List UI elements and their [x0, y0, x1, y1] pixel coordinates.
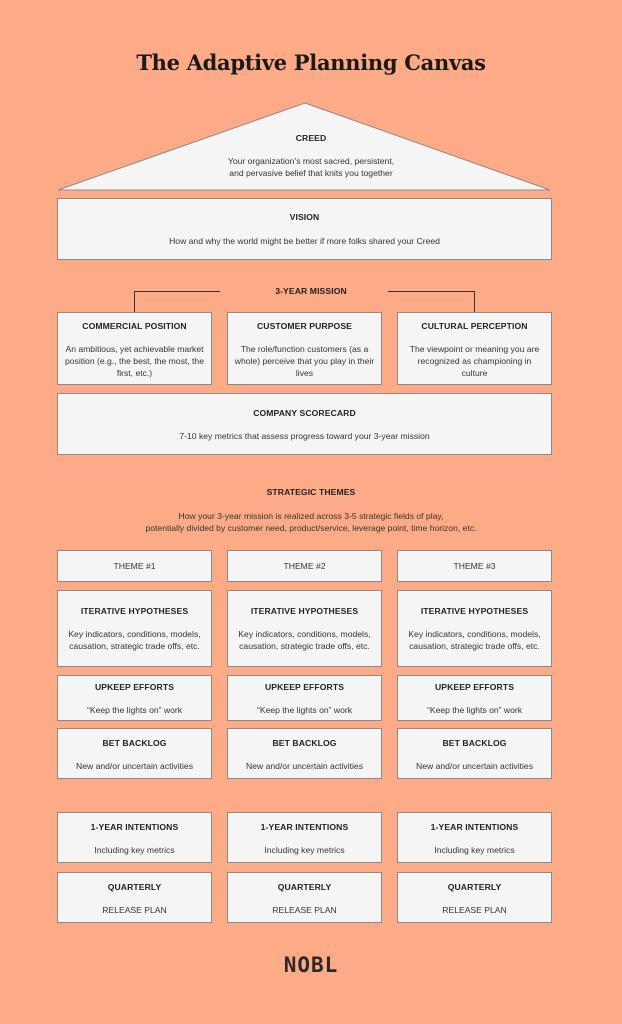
theme-3-hypotheses-heading: ITERATIVE HYPOTHESES [420, 606, 529, 616]
theme-2-quarterly-heading: QUARTERLY [277, 882, 332, 892]
company-scorecard-heading: COMPANY SCORECARD [253, 408, 356, 418]
theme-1-bet-text: New and/or uncertain activities [75, 761, 194, 771]
theme-3-quarterly-heading: QUARTERLY [447, 882, 502, 892]
customer-purpose-card [227, 312, 382, 385]
cultural-perception-line-3: culture [461, 368, 488, 378]
theme-2-hypotheses-line-2: causation, strategic trade offs, etc. [239, 641, 370, 651]
theme-3-intentions-card [397, 812, 552, 863]
theme-3-card [397, 550, 552, 582]
theme-2-quarterly-card [227, 872, 382, 923]
strategic-themes-line-2: potentially divided by customer need, product/service, leverage point, time horizon, etc. [145, 523, 477, 533]
theme-1-quarterly-heading: QUARTERLY [107, 882, 162, 892]
commercial-position-line-2: position (e.g., the best, the most, the [64, 356, 204, 366]
mission-heading: 3-YEAR MISSION [275, 286, 347, 296]
cultural-perception-heading: CULTURAL PERCEPTION [421, 321, 528, 331]
theme-3-bet-card [397, 728, 552, 779]
theme-3-intentions-text: Including key metrics [434, 845, 515, 855]
theme-2-label: THEME #2 [283, 561, 326, 571]
theme-3-label: THEME #3 [453, 561, 496, 571]
theme-1-intentions-card [57, 812, 212, 863]
mission-connector-left-drop [134, 291, 135, 312]
theme-1-quarterly-card [57, 872, 212, 923]
theme-2-intentions-heading: 1-YEAR INTENTIONS [260, 822, 349, 832]
page-title: The Adaptive Planning Canvas [136, 50, 486, 75]
creed-line-2: and pervasive belief that knits you together [229, 168, 393, 178]
theme-1-hypotheses-line-1: Key indicators, conditions, models, [68, 629, 201, 639]
theme-2-bet-heading: BET BACKLOG [272, 738, 337, 748]
company-scorecard-card [57, 393, 552, 455]
theme-2-hypotheses-heading: ITERATIVE HYPOTHESES [250, 606, 359, 616]
theme-3-bet-text: New and/or uncertain activities [415, 761, 534, 771]
vision-card [57, 198, 552, 260]
commercial-position-line-3: first, etc.) [116, 368, 153, 378]
cultural-perception-line-2: recognized as championing in [417, 356, 532, 366]
creed-heading: CREED [295, 133, 327, 143]
commercial-position-heading: COMMERCIAL POSITION [82, 321, 187, 331]
theme-2-intentions-card [227, 812, 382, 863]
theme-1-upkeep-card [57, 675, 212, 721]
theme-2-intentions-text: Including key metrics [264, 845, 345, 855]
theme-3-upkeep-card [397, 675, 552, 721]
theme-2-upkeep-text: “Keep the lights on” work [256, 705, 353, 715]
theme-2-hypotheses-line-1: Key indicators, conditions, models, [238, 629, 371, 639]
theme-2-quarterly-text: RELEASE PLAN [272, 905, 337, 915]
theme-3-quarterly-text: RELEASE PLAN [442, 905, 507, 915]
theme-1-bet-card [57, 728, 212, 779]
customer-purpose-line-3: lives [295, 368, 314, 378]
theme-1-hypotheses-heading: ITERATIVE HYPOTHESES [80, 606, 189, 616]
theme-1-quarterly-text: RELEASE PLAN [102, 905, 167, 915]
theme-1-hypotheses-card [57, 590, 212, 667]
theme-3-bet-heading: BET BACKLOG [442, 738, 507, 748]
mission-connector-left [134, 291, 220, 292]
company-scorecard-text: 7-10 key metrics that assess progress toward your 3-year mission [179, 431, 430, 441]
theme-2-bet-card [227, 728, 382, 779]
commercial-position-line-1: An ambitious, yet achievable market [65, 344, 204, 354]
theme-1-intentions-text: Including key metrics [94, 845, 175, 855]
theme-1-card [57, 550, 212, 582]
theme-1-bet-heading: BET BACKLOG [102, 738, 167, 748]
vision-text: How and why the world might be better if more folks shared your Creed [169, 236, 440, 246]
strategic-themes-heading: STRATEGIC THEMES [266, 487, 356, 497]
theme-1-upkeep-heading: UPKEEP EFFORTS [94, 682, 175, 692]
creed-line-1: Your organization’s most sacred, persistent, [227, 156, 395, 166]
theme-1-intentions-heading: 1-YEAR INTENTIONS [90, 822, 179, 832]
customer-purpose-line-2: whole) perceive that you play in their [234, 356, 375, 366]
theme-2-upkeep-heading: UPKEEP EFFORTS [264, 682, 345, 692]
theme-2-card [227, 550, 382, 582]
customer-purpose-heading: CUSTOMER PURPOSE [256, 321, 353, 331]
theme-3-upkeep-heading: UPKEEP EFFORTS [434, 682, 515, 692]
theme-3-hypotheses-card [397, 590, 552, 667]
theme-3-hypotheses-line-1: Key indicators, conditions, models, [408, 629, 541, 639]
mission-connector-right [388, 291, 474, 292]
theme-1-hypotheses-line-2: causation, strategic trade offs, etc. [69, 641, 200, 651]
customer-purpose-line-1: The role/function customers (as a [240, 344, 369, 354]
theme-2-hypotheses-card [227, 590, 382, 667]
theme-2-upkeep-card [227, 675, 382, 721]
vision-heading: VISION [289, 212, 320, 222]
theme-1-upkeep-text: “Keep the lights on” work [86, 705, 183, 715]
cultural-perception-line-1: The viewpoint or meaning you are [409, 344, 540, 354]
theme-1-label: THEME #1 [113, 561, 156, 571]
theme-2-bet-text: New and/or uncertain activities [245, 761, 364, 771]
mission-connector-right-drop [474, 291, 475, 312]
theme-3-quarterly-card [397, 872, 552, 923]
nobl-logo: NOBL [283, 953, 339, 977]
cultural-perception-card [397, 312, 552, 385]
theme-3-hypotheses-line-2: causation, strategic trade offs, etc. [409, 641, 540, 651]
theme-3-upkeep-text: “Keep the lights on” work [426, 705, 523, 715]
strategic-themes-line-1: How your 3-year mission is realized across 3-5 strategic fields of play, [178, 511, 444, 521]
commercial-position-card [57, 312, 212, 385]
theme-3-intentions-heading: 1-YEAR INTENTIONS [430, 822, 519, 832]
